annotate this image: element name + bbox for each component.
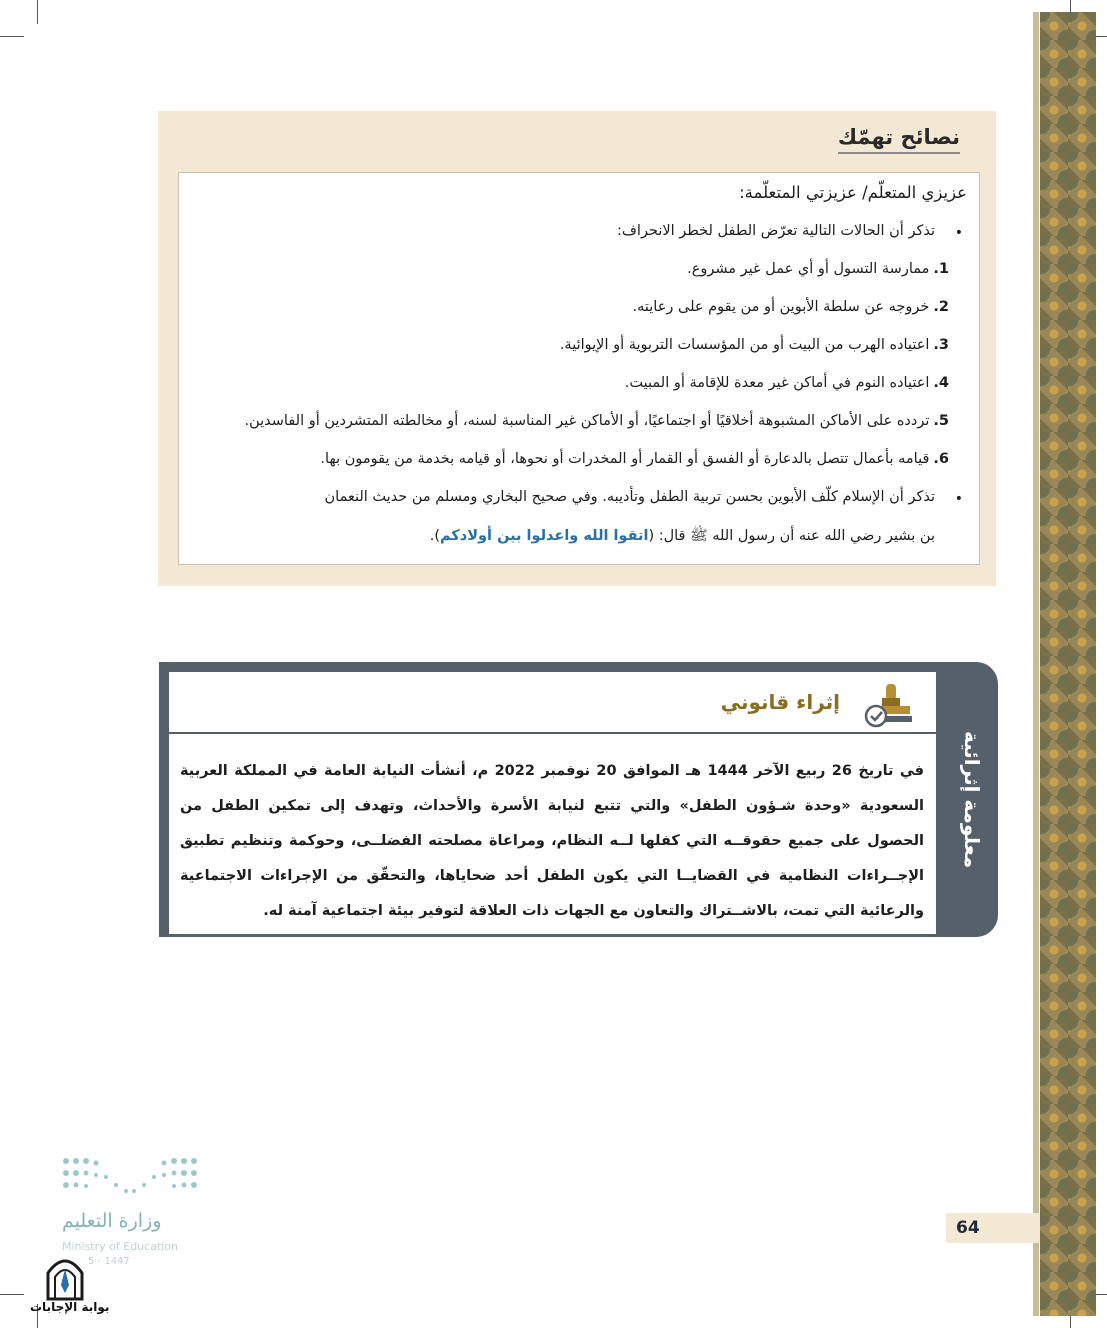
crop-mark bbox=[0, 1294, 24, 1295]
crop-mark bbox=[0, 36, 24, 37]
page-number: 64 bbox=[956, 1218, 980, 1238]
list-item: 1.ممارسة التسول أو أي عمل غير مشروع. bbox=[687, 261, 949, 277]
list-item: 6.قيامه بأعمال تتصل بالدعارة أو الفسق أو القمار أو المخدرات أو نحوها، أو قيامه بخدمة من يقومون بها. bbox=[320, 451, 949, 467]
ornament-strip bbox=[1040, 12, 1096, 1316]
ministry-year: 5 - 1447 bbox=[88, 1256, 130, 1267]
tips-intro: تذكر أن الحالات التالية تعرّض الطفل لخطر الانحراف: bbox=[617, 223, 935, 239]
gateway-logo-icon bbox=[44, 1255, 86, 1301]
tips-greeting: عزيزي المتعلّم/ عزيزتي المتعلّمة: bbox=[739, 183, 967, 202]
ministry-name-arabic: وزارة التعليم bbox=[62, 1210, 162, 1232]
bullet-icon: • bbox=[954, 491, 963, 507]
stamp-icon bbox=[862, 682, 914, 728]
bullet-icon: • bbox=[954, 225, 963, 241]
tips-panel bbox=[158, 111, 996, 586]
legal-body: في تاريخ 26 ربيع الآخر 1444 هـ الموافق 20 نوفمبر 2022 م، أنشأت النيابة العامة في المملكة العربية السعودية «وحدة شـؤون الطفل» والتي تتبع لنيابة الأسرة والأحداث، وتهدف إلى تمكين الطفل من الحصول على جميع حقوقــه التي كفلها لــه النظام، ومراعاة مصلحته الفضلــى، وحوكمة وتنظيم تطبيق الإجــراءات النظامية في القضايــا التي يكون الطفل أحد ضحاياها، والتحقّق من الإجراءات الاجتماعية والرعائية التي تمت، بالاشــتراك والتعاون مع الجهات ذات العلاقة لتوفير بيئة اجتماعية آمنة له. bbox=[180, 763, 924, 919]
legal-title: إثراء قانوني bbox=[720, 690, 840, 714]
ornament-edge bbox=[1033, 12, 1039, 1316]
legal-enrichment-box bbox=[159, 662, 998, 937]
list-item: 2.خروجه عن سلطة الأبوين أو من يقوم على رعايته. bbox=[632, 299, 949, 315]
list-item: 3.اعتياده الهرب من البيت أو من المؤسسات التربوية أو الإيوائية. bbox=[559, 337, 949, 353]
tips-title: نصائح تهمّك bbox=[838, 125, 960, 154]
crop-mark bbox=[37, 0, 38, 24]
tips-reminder-continued: بن بشير رضي الله عنه أن رسول الله ﷺ قال: (اتقوا الله واعدلوا بين أولادكم). bbox=[429, 528, 935, 544]
ministry-logo-dots-icon bbox=[60, 1155, 200, 1199]
watermark-text: بوابة الإجابات bbox=[30, 1300, 110, 1314]
page-number-tab bbox=[946, 1213, 1040, 1243]
legal-content bbox=[169, 672, 936, 934]
side-label: معلومة إثرائية bbox=[960, 730, 984, 869]
tips-content bbox=[178, 172, 980, 565]
ministry-name-english: Ministry of Education bbox=[62, 1240, 179, 1253]
tips-reminder: تذكر أن الإسلام كلّف الأبوين بحسن تربية الطفل وتأديبه. وفي صحيح البخاري ومسلم من حديث النعمان bbox=[324, 489, 935, 505]
hadith-quote: اتقوا الله واعدلوا بين أولادكم bbox=[440, 528, 649, 544]
list-item: 5.تردده على الأماكن المشبوهة أخلاقيًا أو اجتماعيًا، أو الأماكن غير المناسبة لسنه، أو مخالطته المتشردين أو الفاسدين. bbox=[244, 413, 949, 429]
list-item: 4.اعتياده النوم في أماكن غير معدة للإقامة أو المبيت. bbox=[624, 375, 949, 391]
legal-header bbox=[169, 672, 936, 734]
